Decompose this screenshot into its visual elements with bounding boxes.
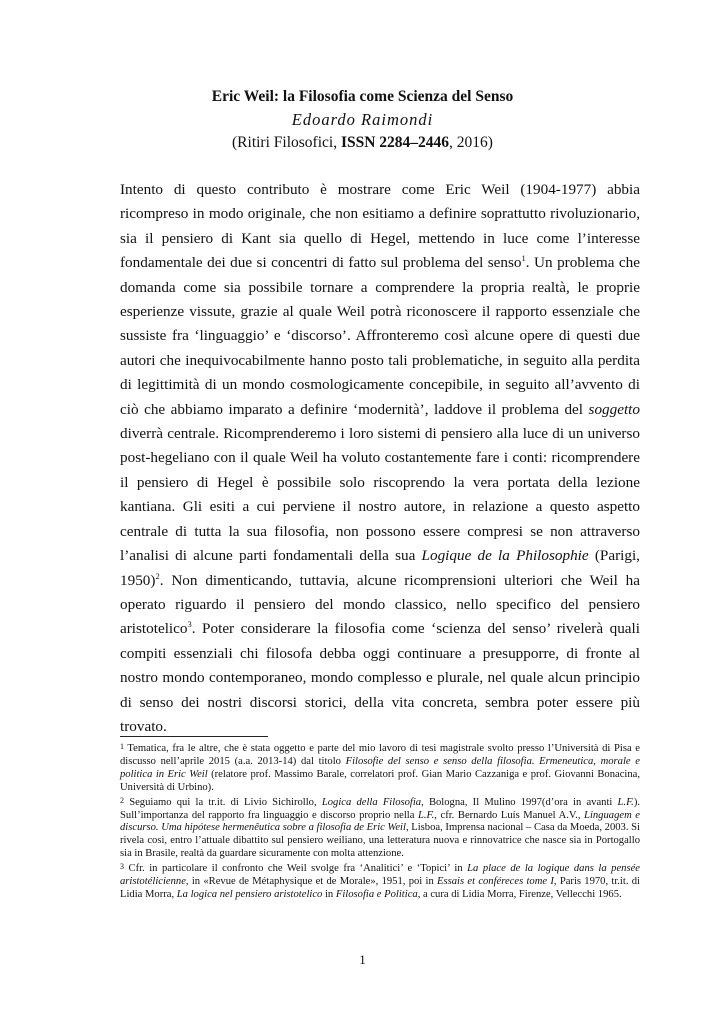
footnote-title: Filosofia e Politica [335, 888, 418, 900]
footnote-text: , Paris 1970, tr.it. di Lidia Morra, [120, 876, 640, 900]
footnote-text: Cfr. in particolare il confronto che Weil svolge fra ‘Analitici’ e ‘Topici’ in [124, 863, 468, 875]
emphasis-soggetto: soggetto [588, 400, 640, 418]
footnote-ref-3[interactable]: 3 [187, 619, 192, 630]
footnote-divider [120, 736, 268, 737]
paper-title: Eric Weil: la Filosofia come Scienza del Senso [211, 88, 514, 105]
footnote-title: Logica della Filosofia [321, 796, 422, 808]
footnote-abbrev: L.F. [418, 809, 435, 821]
footnote-title: La logica nel pensiero aristotelico [176, 888, 323, 900]
body-text-segment: . Un problema che domanda come sia possibile tornare a comprendere la propria realtà, le proprie esperienze vissute, grazie al quale Weil potrà riconoscere il rapporto essenziale che sussiste fra ‘linguaggio’ e ‘discorso’. Affronteremo così alcune opere di questi due autori che inequivocabilmente hanno posto tali problematiche, in seguito alla perdita di legittimità di un mondo cosmologicamente concepibile, in seguito all’avvento di ciò che abbiamo imparato a definire ‘modernità’, laddove il problema del [120, 254, 640, 418]
citation-open: (Ritiri Filosofici, [232, 134, 341, 151]
footnote-text: (relatore prof. Massimo Barale, correlatori prof. Gian Mario Cazzaniga e prof. Giovanni Bonacina, Università di Urbino). [120, 768, 641, 793]
footnote-1 [120, 741, 640, 795]
book-title-logique: Logique de la Philosophie [421, 547, 589, 565]
body-text-segment: . Poter considerare la filosofia come ‘scienza del senso’ rivelerà quali compiti essenziali chi filosofa debba oggi continuare a presupporre, di fronte al nostro mondo contemporaneo, mondo complesso e plurale, nel quale alcun principio di senso dei nostri discorsi storici, della vita concreta, sembra poter essere più trovato. [120, 620, 640, 735]
body-text-segment: diverrà centrale. Ricomprenderemo i loro sistemi di pensiero alla luce di un universo post-hegeliano con il quale Weil ha voluto costantemente fare i conti: ricomprendere il pensiero di Hegel è possibile solo riscoprendo la vera portata della lezione kantiana. Gli esiti a cui perviene il nostro autore, in relazione a questo aspetto centrale di tutta la sua filosofia, non possono essere compresi se non attraverso l’analisi di alcune parti fondamentali della sua [120, 425, 640, 565]
issn: ISSN 2284–2446 [340, 134, 450, 151]
body-paragraph [120, 178, 640, 739]
body-text-segment: (Parigi, 1950) [120, 547, 640, 589]
footnote-mark: 2 [120, 795, 124, 805]
footnote-title: Linguagem e discurso. Uma hipótese hermenêutica sobre a filosofia de Eric Weil [120, 809, 640, 834]
footnote-3 [120, 861, 640, 902]
footnote-mark: 3 [120, 862, 124, 872]
body-text-segment: Intento di questo contributo è mostrare come Eric Weil (1904-1977) abbia ricompreso in modo originale, che non esitiamo a definire soprattutto rivoluzionario, sia il pensiero di Kant sia quello di Hegel, mettendo in luce come l’interesse fondamentale dei due si concentri di fatto sul problema del senso [120, 181, 640, 272]
footnote-text: , a cura di Lidia Morra, Firenze, Vellecchi 1965. [417, 888, 622, 900]
paper-header [0, 86, 725, 154]
body-text-segment: . Non dimenticando, tuttavia, alcune ricomprensioni ulteriori che Weil ha operato riguardo il pensiero del mondo classico, nello specifico del pensiero aristotelico [120, 571, 640, 638]
footnote-text: ). Sull’importanza del rapporto fra linguaggio e discorso proprio nella [120, 796, 641, 821]
citation-line [0, 132, 725, 154]
footnote-text: , in «Revue de Métaphysique et de Morale», 1951, poi in [185, 876, 438, 888]
footnote-ref-2[interactable]: 2 [155, 570, 160, 581]
footnote-abbrev: L.F. [617, 796, 634, 808]
footnote-text: , Lisboa, Imprensa nacional – Casa da Moeda, 2003. Si rivela così, entro l’attuale dibattito sul pensiero weiliano, una letteratura nuova e rinnovatrice che nasce sia in Portogallo sia in Brasile, realtà da guardare sicuramente con molta attenzione. [120, 822, 640, 860]
footnote-text: Seguiamo qui la tr.it. di Livio Sichirollo, [124, 796, 322, 808]
author-name: Edoardo Raimondi [291, 110, 434, 129]
footnote-text: , cfr. Bernardo Luís Manuel A.V., [434, 809, 585, 821]
page-number: 1 [359, 952, 366, 967]
footnote-title: Essais et conféreces tome I [437, 876, 554, 888]
footnote-text: in [322, 888, 336, 900]
footnote-text: , Bologna, Il Mulino 1997(d’ora in avanti [421, 796, 618, 808]
footnote-text: Tematica, fra le altre, che è stata oggetto e parte del mio lavoro di tesi magistrale svolto presso l’Università di Pisa e discusso nell’aprile 2015 (a.a. 2013-14) dal titolo [120, 743, 640, 767]
footnote-2 [120, 795, 640, 862]
footnote-title: Filosofie del senso e senso della filosofia. Ermeneutica, morale e politica in Eric Weil [120, 755, 640, 780]
footnotes [120, 741, 640, 902]
footnote-title: La place de la logique dans la pensée aristotélicienne [120, 863, 640, 888]
footnote-ref-1[interactable]: 1 [521, 253, 526, 264]
citation-close: , 2016) [449, 134, 493, 151]
footnote-mark: 1 [120, 742, 124, 751]
